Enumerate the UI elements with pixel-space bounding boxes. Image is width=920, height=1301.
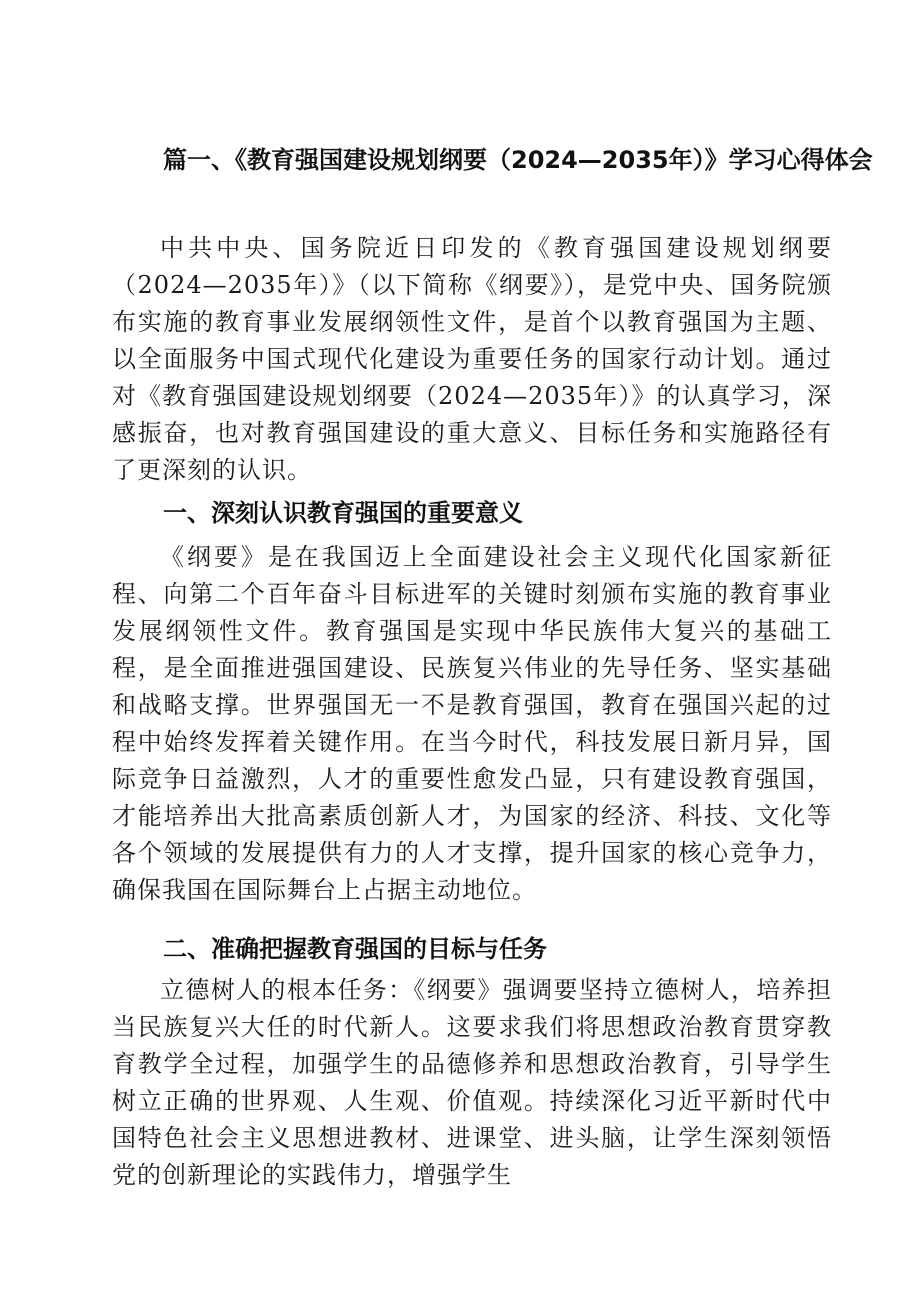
section-2-heading: 二、准确把握教育强国的目标与任务 [163, 935, 547, 963]
section-2-paragraph: 立德树人的根本任务：《纲要》强调要坚持立德树人，培养担当民族复兴大任的时代新人。这要求我们将思想政治教育贯穿教育教学全过程，加强学生的品德修养和思想政治教育，引导学生树立正确的世界观、人生观、价值观。持续深化习近平新时代中国特色社会主义思想进教材、进课堂、进头脑，让学生深刻领悟党的创新理论的实践伟力，增强学生 [112, 976, 832, 1189]
document-title: 篇一、《教育强国建设规划纲要（2024—2035年）》学习心得体会 [163, 146, 873, 174]
intro-paragraph: 中共中央、国务院近日印发的《教育强国建设规划纲要（2024—2035年）》（以下简称《纲要》），是党中央、国务院颁布实施的教育事业发展纲领性文件，是首个以教育强国为主题、以全面服务中国式现代化建设为重要任务的国家行动计划。通过对《教育强国建设规划纲要（2024—2035年）》的认真学习，深感振奋，也对教育强国建设的重大意义、目标任务和实施路径有了更深刻的认识。 [112, 234, 832, 484]
section-1-heading: 一、深刻认识教育强国的重要意义 [163, 499, 523, 527]
section-1-paragraph: 《纲要》是在我国迈上全面建设社会主义现代化国家新征程、向第二个百年奋斗目标进军的关键时刻颁布实施的教育事业发展纲领性文件。教育强国是实现中华民族伟大复兴的基础工程，是全面推进强国建设、民族复兴伟业的先导任务、坚实基础和战略支撑。世界强国无一不是教育强国，教育在强国兴起的过程中始终发挥着关键作用。在当今时代，科技发展日新月异，国际竞争日益激烈，人才的重要性愈发凸显，只有建设教育强国，才能培养出大批高素质创新人才，为国家的经济、科技、文化等各个领域的发展提供有力的人才支撑，提升国家的核心竞争力，确保我国在国际舞台上占据主动地位。 [112, 543, 832, 904]
